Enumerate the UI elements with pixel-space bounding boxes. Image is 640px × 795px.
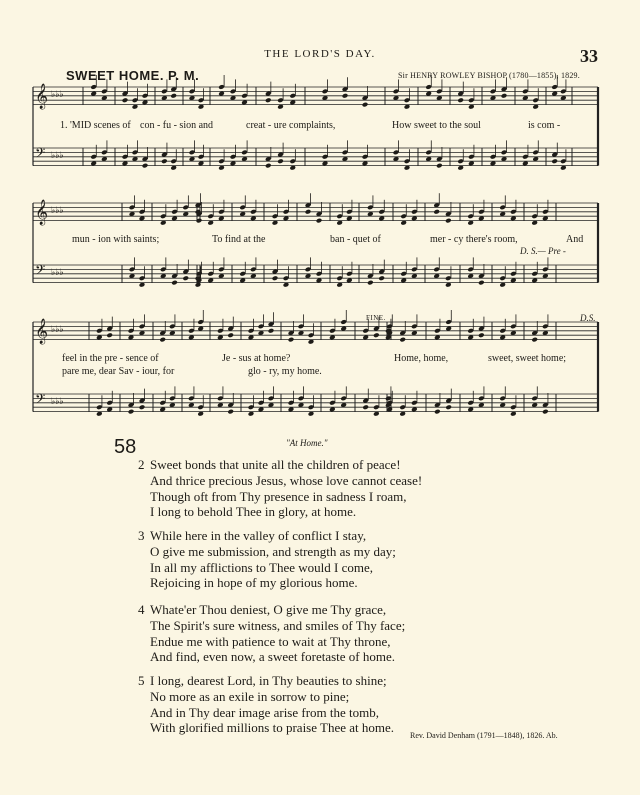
verse-line: Sweet bonds that unite all the children of peace!: [150, 457, 401, 472]
verse-line: Endue me with patience to wait at Thy throne,: [150, 633, 391, 649]
treble-clef-icon: 𝄞: [35, 84, 49, 109]
lyric-s3-4: sweet, sweet home;: [488, 353, 567, 364]
note-head: [551, 158, 558, 164]
note-head: [434, 409, 441, 415]
note-head: [139, 404, 146, 410]
verse-number: 3: [138, 528, 145, 543]
note-head: [277, 158, 284, 164]
note-head: [265, 97, 272, 103]
bass-clef-icon: 𝄢: [35, 391, 46, 410]
bass-clef-icon: 𝄢: [35, 262, 46, 281]
note-head: [265, 163, 272, 169]
note-head: [367, 280, 374, 286]
verse-line: The Spirit's sure witness, and smiles of Thy face;: [150, 617, 406, 633]
verse-line: Rejoicing in hope of my glorious home.: [150, 575, 358, 591]
flat-sign-icon: ♭♭♭: [51, 397, 64, 407]
note-head: [227, 409, 234, 415]
lyric-s1-4: How sweet to the soul: [392, 120, 481, 131]
note-head: [542, 409, 549, 415]
note-head: [478, 332, 485, 338]
note-head: [159, 337, 166, 343]
verse-line: No more as an exile in sorrow to pine;: [150, 688, 350, 704]
note-head: [128, 409, 135, 415]
verse-5: [138, 673, 394, 736]
note-head: [436, 163, 443, 169]
ds-mark: D.S.: [580, 313, 596, 323]
lyric-s3-1: feel in the pre - sence of: [62, 353, 159, 364]
verse-line: I long, dearest Lord, in Thy beauties to shine;: [150, 673, 387, 688]
note-head: [182, 275, 189, 281]
author-attribution: Rev. David Denham (1791—1848), 1826. Ab.: [410, 731, 558, 740]
lyric-s1-1: 1. 'MID scenes of: [60, 120, 131, 131]
note-head: [142, 163, 149, 169]
note-head: [268, 328, 275, 334]
flat-sign-icon: ♭♭♭: [51, 90, 64, 100]
verse-line: O give me submission, and strength as my day;: [150, 543, 396, 559]
note-head: [272, 275, 279, 281]
verse-number: 5: [138, 673, 145, 688]
treble-clef-icon: 𝄞: [35, 319, 49, 344]
verse-line: And in Thy dear image arise from the tomb,: [150, 704, 380, 720]
hymn-title: SWEET HOME. P. M.: [66, 68, 200, 83]
note-head: [378, 275, 385, 281]
verse-line: With glorified millions to praise Thee at home.: [150, 720, 395, 736]
lyric-s2-4: mer - cy there's room,: [430, 234, 518, 245]
note-head: [161, 158, 168, 164]
verse-line: And find, even now, a sweet foretaste of home.: [150, 649, 395, 665]
note-head: [399, 337, 406, 343]
composer-credit: Sir HENRY ROWLEY BISHOP (1780—1855), 1829.: [398, 71, 580, 80]
note-head: [305, 209, 312, 215]
lyric-s2-1: mun - ion with saints;: [72, 234, 160, 245]
verse-line: Though oft from Thy presence in sadness I roam,: [150, 488, 407, 504]
note-head: [501, 93, 508, 99]
treble-clef-icon: 𝄞: [35, 200, 49, 225]
note-head: [316, 218, 323, 224]
verse-line: In all my afflictions to Thee would I come,: [150, 559, 373, 575]
note-head: [171, 280, 178, 286]
note-head: [106, 332, 113, 338]
note-head: [433, 209, 440, 215]
lyric-s3-5: pare me, dear Sav - iour, for: [62, 366, 175, 377]
ds-prefix-mark: D. S.— Pre -: [520, 246, 566, 256]
hymn-subtitle: "At Home.": [286, 438, 328, 448]
note-head: [445, 218, 452, 224]
lyric-s1-5: is com -: [528, 120, 561, 131]
bass-clef-icon: 𝄢: [35, 145, 46, 164]
note-head: [373, 332, 380, 338]
lyric-s3-6: glo - ry, my home.: [248, 366, 322, 377]
lyric-s2-3: ban - quet of: [330, 234, 381, 245]
flat-sign-icon: ♭♭♭: [51, 206, 64, 216]
note-head: [445, 404, 452, 410]
page-header-title: THE LORD'S DAY.: [264, 48, 376, 60]
note-head: [457, 97, 464, 103]
fine-mark: FINE.: [366, 314, 386, 322]
lyric-s3-2: Je - sus at home?: [222, 353, 291, 364]
note-head: [342, 93, 349, 99]
verse-3: [138, 528, 396, 591]
note-head: [478, 280, 485, 286]
verse-number: 4: [138, 602, 145, 617]
note-head: [122, 97, 129, 103]
hymn-number: 58: [114, 436, 137, 458]
page-number: 33: [580, 46, 598, 66]
note-head: [362, 102, 369, 108]
verse-line: While here in the valley of conflict I stay,: [150, 528, 367, 543]
lyric-s2-2: To find at the: [212, 234, 266, 245]
verse-line: Whate'er Thou deniest, O give me Thy grace,: [150, 602, 387, 617]
note-head: [170, 93, 177, 99]
note-head: [531, 337, 538, 343]
lyric-s3-3: Home, home,: [394, 353, 449, 364]
note-head: [288, 337, 295, 343]
lyric-s1-2: con - fu - sion and: [140, 120, 214, 131]
verse-line: And thrice precious Jesus, whose love cannot cease!: [150, 472, 423, 488]
lyric-s1-3: creat - ure complaints,: [246, 120, 336, 131]
verse-2: [138, 457, 422, 520]
flat-sign-icon: ♭♭♭: [51, 268, 64, 278]
flat-sign-icon: ♭♭♭: [51, 325, 64, 335]
verse-4: [138, 602, 405, 665]
note-head: [227, 332, 234, 338]
verse-line: I long to behold Thee in glory, at home.: [150, 504, 357, 520]
note-head: [362, 404, 369, 410]
verse-number: 2: [138, 457, 145, 472]
flat-sign-icon: ♭♭♭: [51, 151, 64, 161]
lyric-s2-5: And: [566, 234, 584, 245]
